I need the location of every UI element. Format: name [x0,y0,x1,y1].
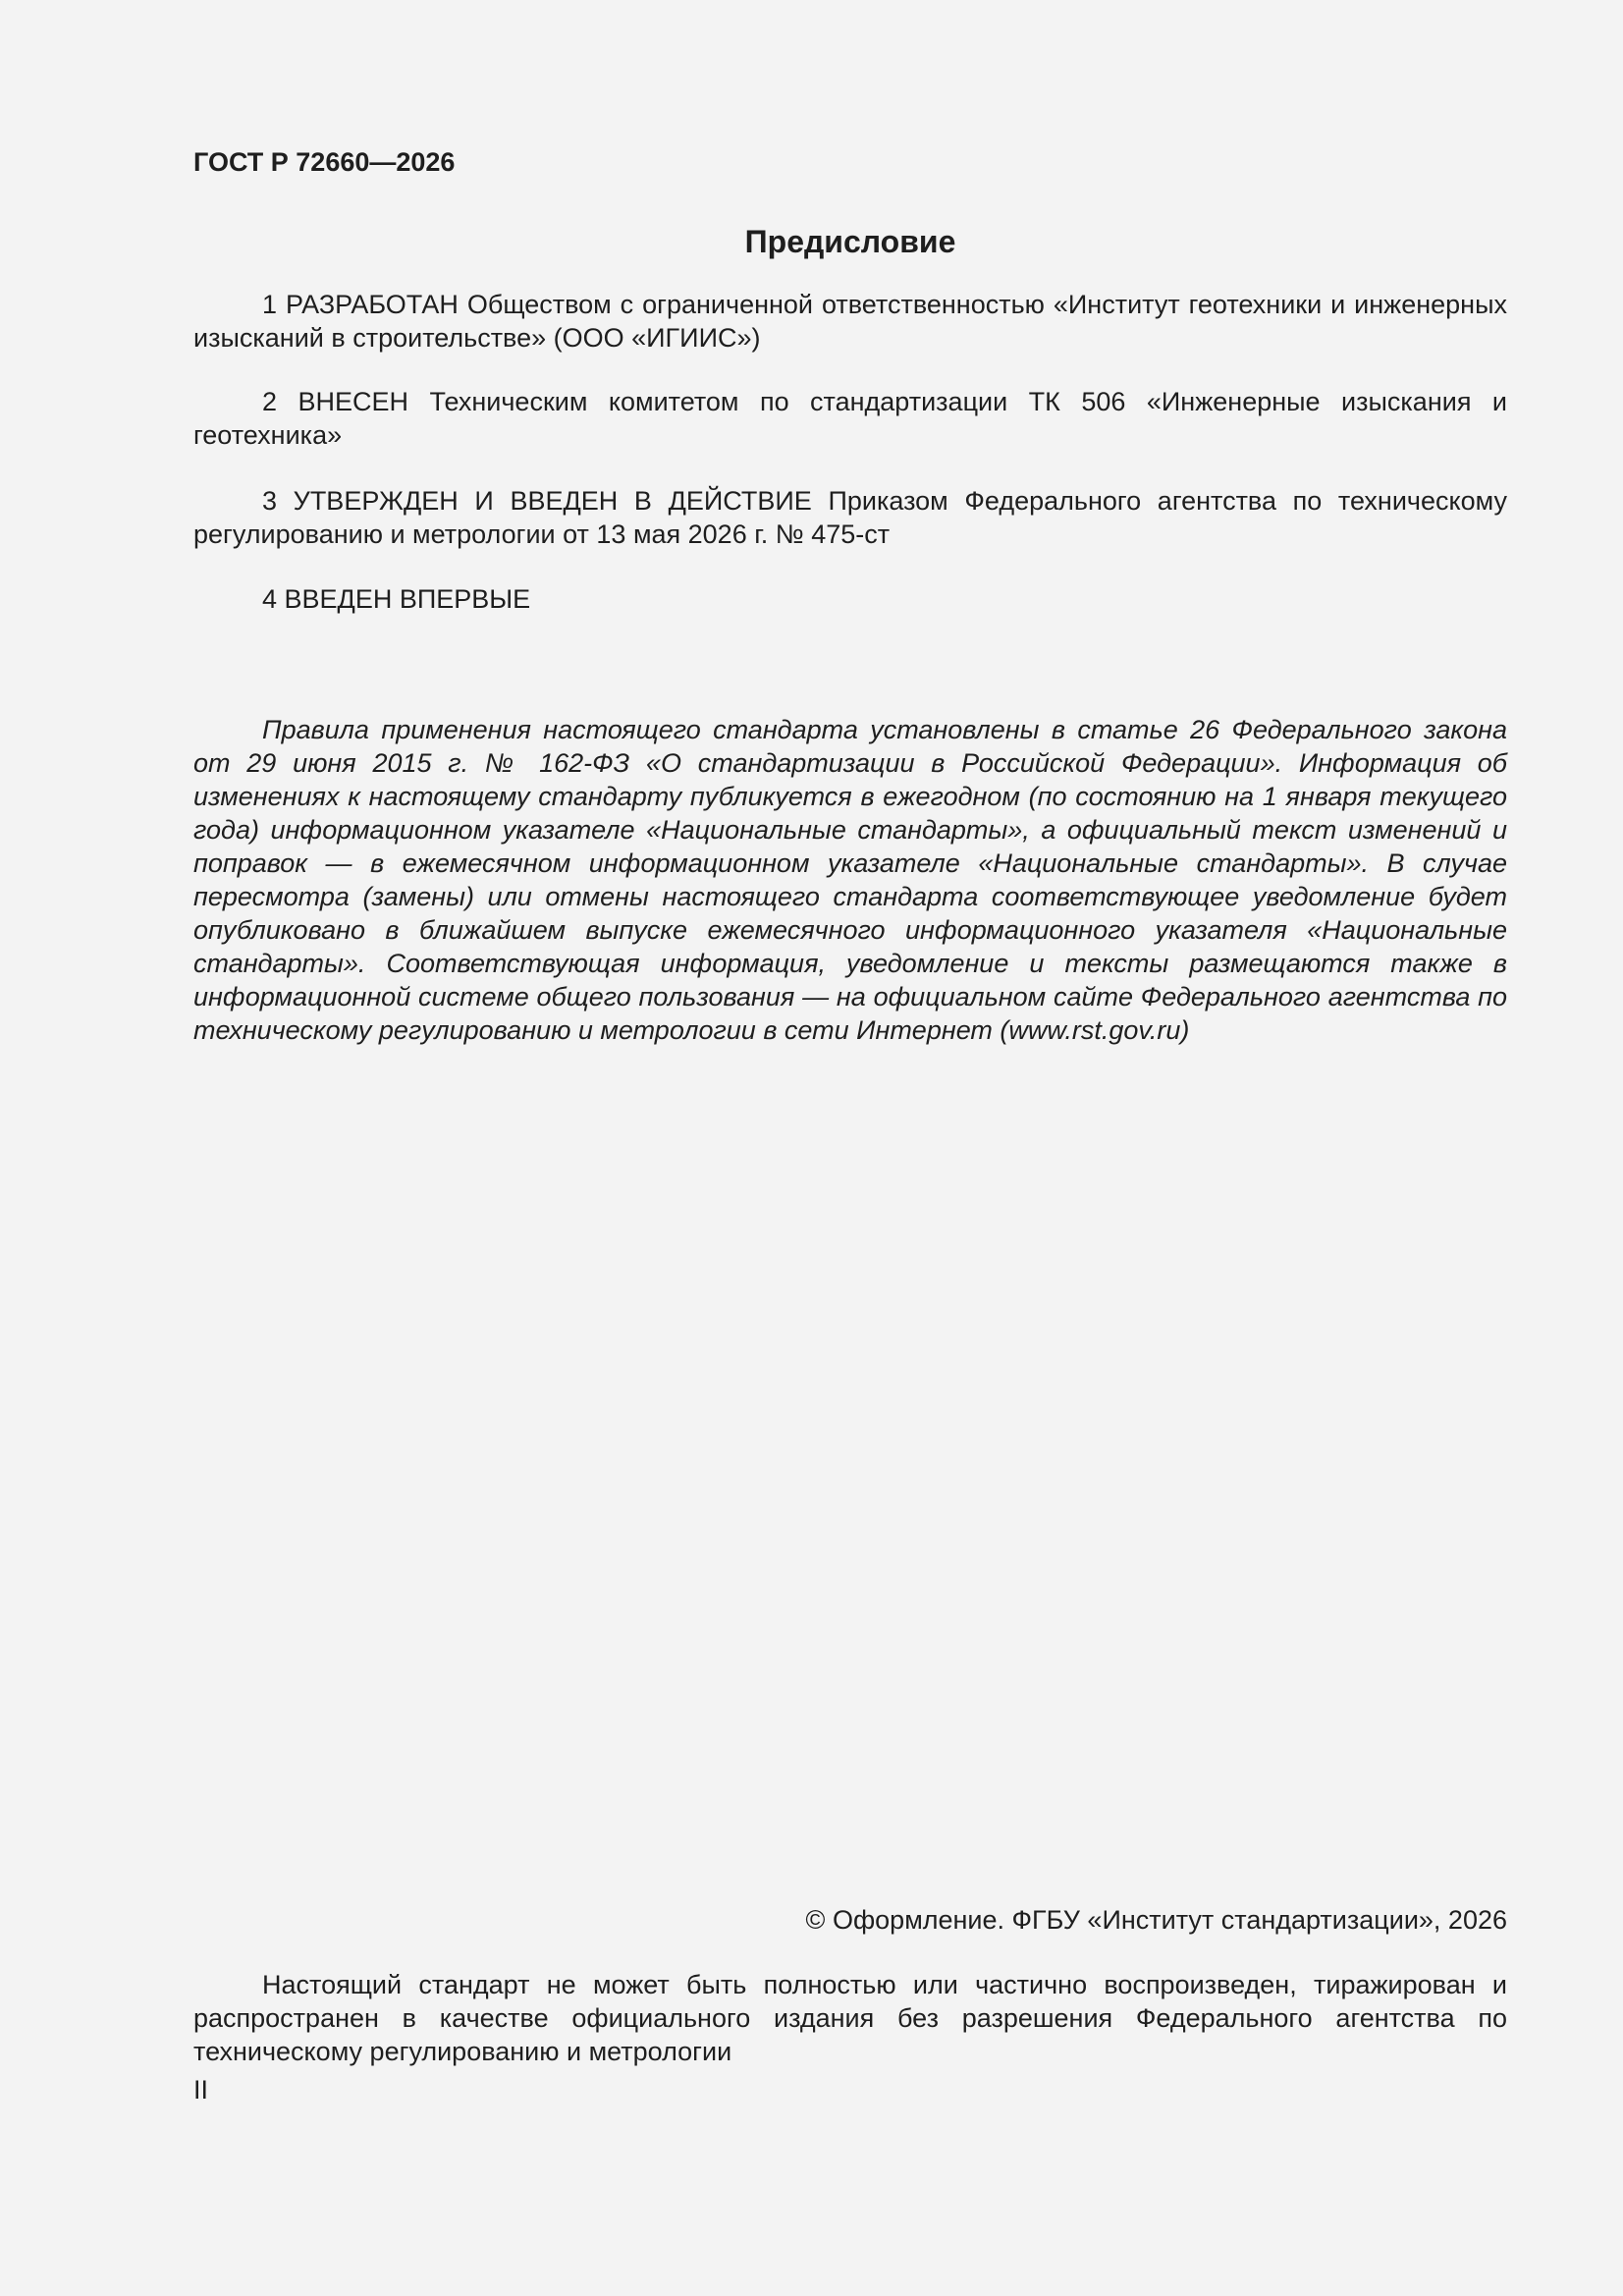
preface-title: Предисловие [744,224,956,259]
preface-item-introduced: 2 ВНЕСЕН Техническим комитетом по стандартизации ТК 506 «Инженерные изыскания и геотехника» [193,387,1507,450]
document-designation: ГОСТ Р 72660—2026 [193,147,456,177]
preface-item-approved: 3 УТВЕРЖДЕН И ВВЕДЕН В ДЕЙСТВИЕ Приказом Федерального агентства по техническому регулированию и метрологии от 13 мая 2026 г. № 475-ст [193,486,1507,549]
rules-of-application-note: Правила применения настоящего стандарта установлены в статье 26 Федерального закона от 29 июня 2015 г. № 162-ФЗ «О стандартизации в Российской Федерации». Информация об изменениях к настоящему стандарту публикуется в ежегодном (по состоянию на 1 января текущего года) информационном указателе «Национальные стандарты», а официальный текст изменений и поправок — в ежемесячном информационном указателе «Национальные стандарты». В случае пересмотра (замены) или отмены настоящего стандарта соответствующее уведомление будет опубликовано в ближайшем выпуске ежемесячного информационного указателя «Национальные стандарты». Соответствующая информация, уведомление и тексты размещаются также в информационной системе общего пользования — на официальном сайте Федерального агентства по техническому регулированию и метрологии в сети Интернет (www.rst.gov.ru) [193,715,1507,1045]
copyright-line: © Оформление. ФГБУ «Институт стандартизации», 2026 [805,1905,1507,1935]
page-number: II [193,2075,209,2105]
reproduction-notice: Настоящий стандарт не может быть полностью или частично воспроизведен, тиражирован и распространен в качестве официального издания без разрешения Федерального агентства по техническому регулированию и метрологии [193,1970,1507,2066]
preface-item-developed: 1 РАЗРАБОТАН Обществом с ограниченной ответственностью «Институт геотехники и инженерных изысканий в строительстве» (ООО «ИГИИС») [193,290,1507,353]
preface-item-first-introduced: 4 ВВЕДЕН ВПЕРВЫЕ [262,584,531,614]
